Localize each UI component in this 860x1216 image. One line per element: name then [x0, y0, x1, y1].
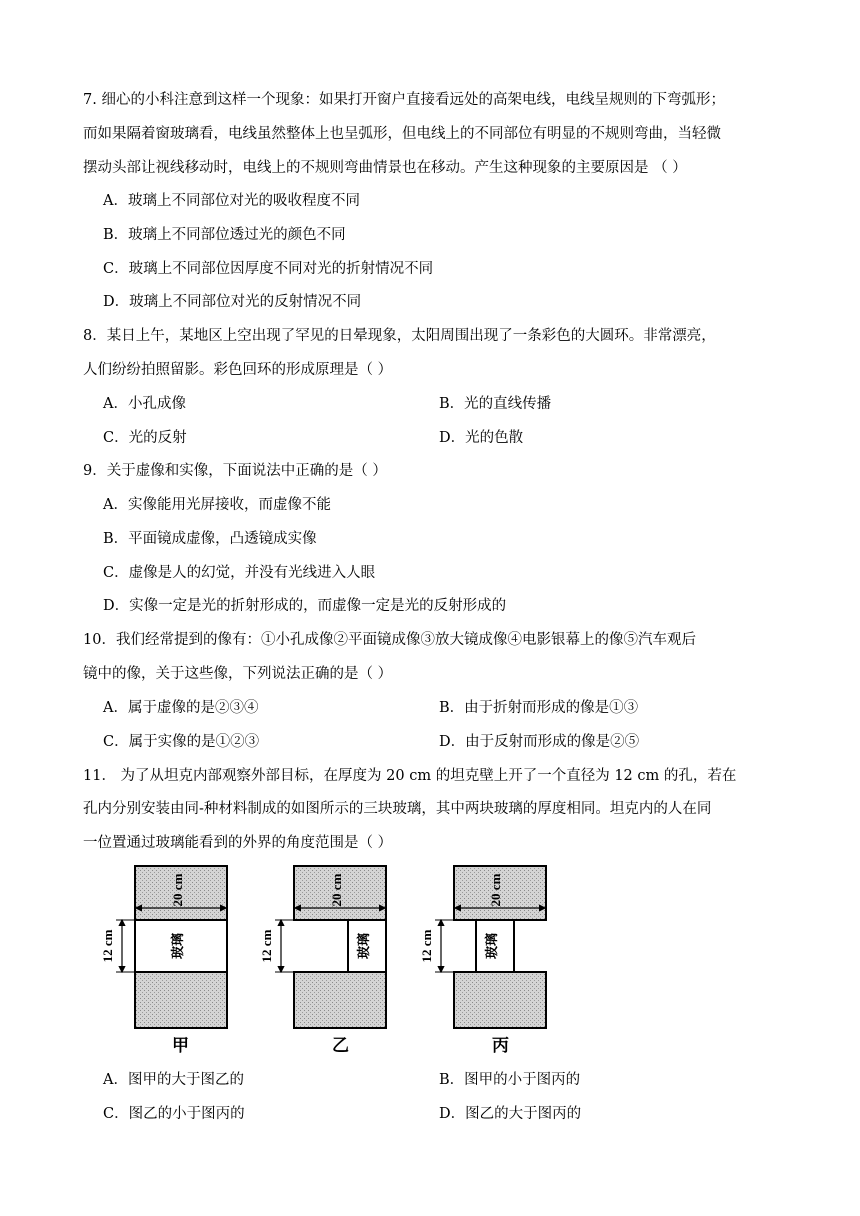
q10-option-c: C．属于实像的是①②③	[103, 734, 260, 750]
q7-option-a: A．玻璃上不同部位对光的吸收程度不同	[103, 193, 360, 209]
q8-stem-line-1: 8．某日上午，某地区上空出现了罕见的日晕现象，太阳周围出现了一条彩色的大圆环。非常漂亮，	[83, 328, 716, 344]
q10-option-b: B．由于折射而形成的像是①③	[439, 700, 639, 716]
glass-label-bing: 玻璃	[485, 932, 500, 960]
q7-option-c: C．玻璃上不同部位因厚度不同对光的折射情况不同	[103, 261, 434, 277]
caption-yi: 乙	[332, 1036, 349, 1056]
q11-option-c: C．图乙的小于图丙的	[103, 1106, 245, 1122]
q11-stem-line-3: 一位置通过玻璃能看到的外界的角度范围是（ ）	[83, 835, 393, 851]
caption-bing: 丙	[492, 1036, 509, 1056]
q9-option-b: B．平面镜成虚像，凸透镜成实像	[103, 531, 317, 547]
q7-option-d: D．玻璃上不同部位对光的反射情况不同	[103, 294, 362, 310]
q9-option-a: A．实像能用光屏接收，而虚像不能	[103, 497, 331, 513]
q10-stem-line-1: 10．我们经常提到的像有：①小孔成像②平面镜成像③放大镜成像④电影银幕上的像⑤汽车观后	[83, 632, 696, 648]
caption-jia: 甲	[172, 1036, 189, 1056]
q8-option-a: A．小孔成像	[103, 396, 186, 412]
q8-stem-line-2: 人们纷纷拍照留影。彩色回环的形成原理是（ ）	[83, 362, 393, 378]
glass-figure	[100, 858, 560, 1058]
diagram-bing	[419, 866, 546, 1028]
thickness-label-jia: 20 cm	[170, 873, 185, 907]
glass-label-jia: 玻璃	[171, 932, 186, 960]
q8-option-b: B．光的直线传播	[439, 396, 552, 412]
q7-stem-line-2: 而如果隔着窗玻璃看，电线虽然整体上也呈弧形，但电线上的不同部位有明显的不规则弯曲，当轻微	[83, 126, 721, 142]
q9-option-c: C．虚像是人的幻觉，并没有光线进入人眼	[103, 565, 376, 581]
q7-stem-line-1: 7. 细心的小科注意到这样一个现象：如果打开窗户直接看远处的高架电线，电线呈规则的下弯弧形；	[83, 92, 725, 108]
glass-label-yi: 玻璃	[357, 932, 372, 960]
thickness-label-bing: 20 cm	[488, 873, 503, 907]
q11-option-a: A．图甲的大于图乙的	[103, 1072, 244, 1088]
q10-option-a: A．属于虚像的是②③④	[103, 700, 259, 716]
q9-stem-line-1: 9．关于虚像和实像，下面说法中正确的是（ ）	[83, 463, 387, 479]
q7-option-b: B．玻璃上不同部位透过光的颜色不同	[103, 227, 346, 243]
q8-option-d: D．光的色散	[439, 430, 524, 446]
diagram-jia	[100, 866, 227, 1028]
q10-option-d: D．由于反射而形成的像是②⑤	[439, 734, 640, 750]
q8-option-c: C．光的反射	[103, 430, 187, 446]
q10-stem-line-2: 镜中的像，关于这些像，下列说法正确的是（ ）	[83, 666, 393, 682]
hole-label-bing: 12 cm	[419, 929, 434, 963]
diagram-yi	[259, 866, 386, 1028]
thickness-label-yi: 20 cm	[329, 873, 344, 907]
q11-option-d: D．图乙的大于图丙的	[439, 1106, 582, 1122]
hole-label-jia: 12 cm	[100, 929, 115, 963]
q11-stem-line-1: 11． 为了从坦克内部观察外部目标，在厚度为 20 cm 的坦克壁上开了一个直径为 12 cm 的孔，若在	[83, 768, 737, 784]
q9-option-d: D．实像一定是光的折射形成的，而虚像一定是光的反射形成的	[103, 598, 507, 614]
q11-option-b: B．图甲的小于图丙的	[439, 1072, 581, 1088]
q11-stem-line-2: 孔内分别安装由同-种材料制成的如图所示的三块玻璃，其中两块玻璃的厚度相同。坦克内的人在同	[83, 801, 712, 817]
hole-label-yi: 12 cm	[259, 929, 274, 963]
q7-stem-line-3: 摆动头部让视线移动时，电线上的不规则弯曲情景也在移动。产生这种现象的主要原因是 （ ）	[83, 160, 687, 176]
